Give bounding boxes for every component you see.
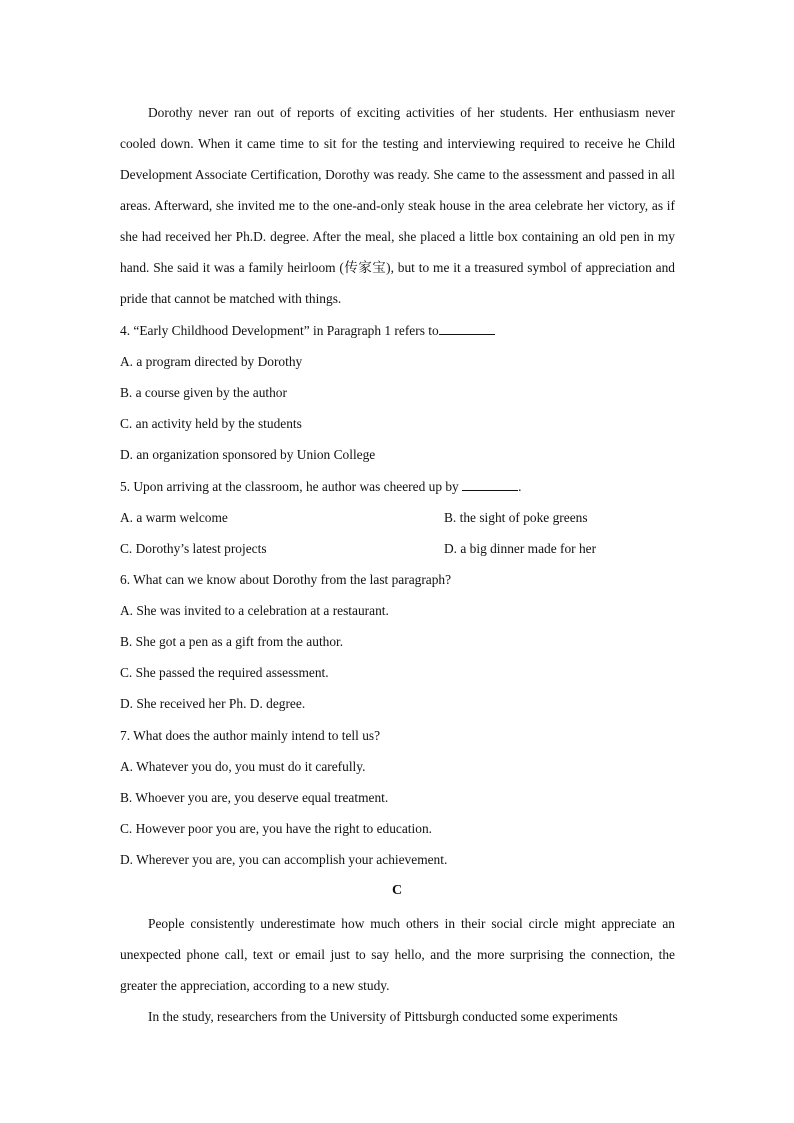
question-4-option-b: B. a course given by the author	[120, 385, 287, 400]
answer-blank	[462, 478, 518, 491]
question-5-option-a: A. a warm welcome	[120, 510, 228, 525]
question-7-option-b: B. Whoever you are, you deserve equal treatment.	[120, 790, 389, 805]
answer-blank	[439, 322, 495, 335]
question-6-option-b: B. She got a pen as a gift from the author.	[120, 634, 344, 649]
section-c-paragraph-2: In the study, researchers from the University of Pittsburgh conducted some experiments	[148, 1009, 618, 1024]
question-5-stem	[120, 477, 521, 497]
question-4-stem-text: 4. “Early Childhood Development” in Paragraph 1 refers to	[120, 323, 439, 338]
question-6-option-a: A. She was invited to a celebration at a restaurant.	[120, 603, 389, 618]
passage-b-last-paragraph: Dorothy never ran out of reports of exciting activities of her students. Her enthusiasm never cooled down. When it came time to sit for the testing and interviewing required to receive he Child Development Associate Certification, Dorothy was ready. She came to the assessment and passed in all areas. Afterward, she invited me to the one-and-only steak house in the area celebrate her victory, as if she had received her Ph.D. degree. After the meal, she placed a little box containing an old pen in my hand. She said it was a family heirloom (传家宝), but to me it a treasured symbol of appreciation and pride that cannot be matched with things.	[120, 105, 675, 306]
section-c-heading: C	[391, 883, 403, 898]
question-6-stem: 6. What can we know about Dorothy from the last paragraph?	[120, 572, 452, 587]
question-6-option-c: C. She passed the required assessment.	[120, 665, 329, 680]
question-7-option-d: D. Wherever you are, you can accomplish your achievement.	[120, 852, 448, 867]
question-7-option-c: C. However poor you are, you have the right to education.	[120, 821, 432, 836]
question-5-stem-text: 5. Upon arriving at the classroom, he author was cheered up by	[120, 479, 459, 494]
question-5-option-d: D. a big dinner made for her	[444, 541, 597, 556]
question-6-option-d: D. She received her Ph. D. degree.	[120, 696, 306, 711]
question-5-stem-end: .	[518, 479, 522, 494]
question-4-stem	[120, 321, 495, 341]
question-5-option-b: B. the sight of poke greens	[444, 510, 588, 525]
section-c-paragraph-1: People consistently underestimate how much others in their social circle might appreciate an unexpected phone call, text or email just to say hello, and the more surprising the connection, the greater the appreciation, according to a new study.	[120, 916, 675, 993]
question-4-option-a: A. a program directed by Dorothy	[120, 354, 303, 369]
question-4-option-c: C. an activity held by the students	[120, 416, 302, 431]
question-7-stem: 7. What does the author mainly intend to tell us?	[120, 728, 381, 743]
question-5-option-c: C. Dorothy’s latest projects	[120, 541, 267, 556]
question-4-option-d: D. an organization sponsored by Union College	[120, 447, 376, 462]
question-7-option-a: A. Whatever you do, you must do it carefully.	[120, 759, 366, 774]
